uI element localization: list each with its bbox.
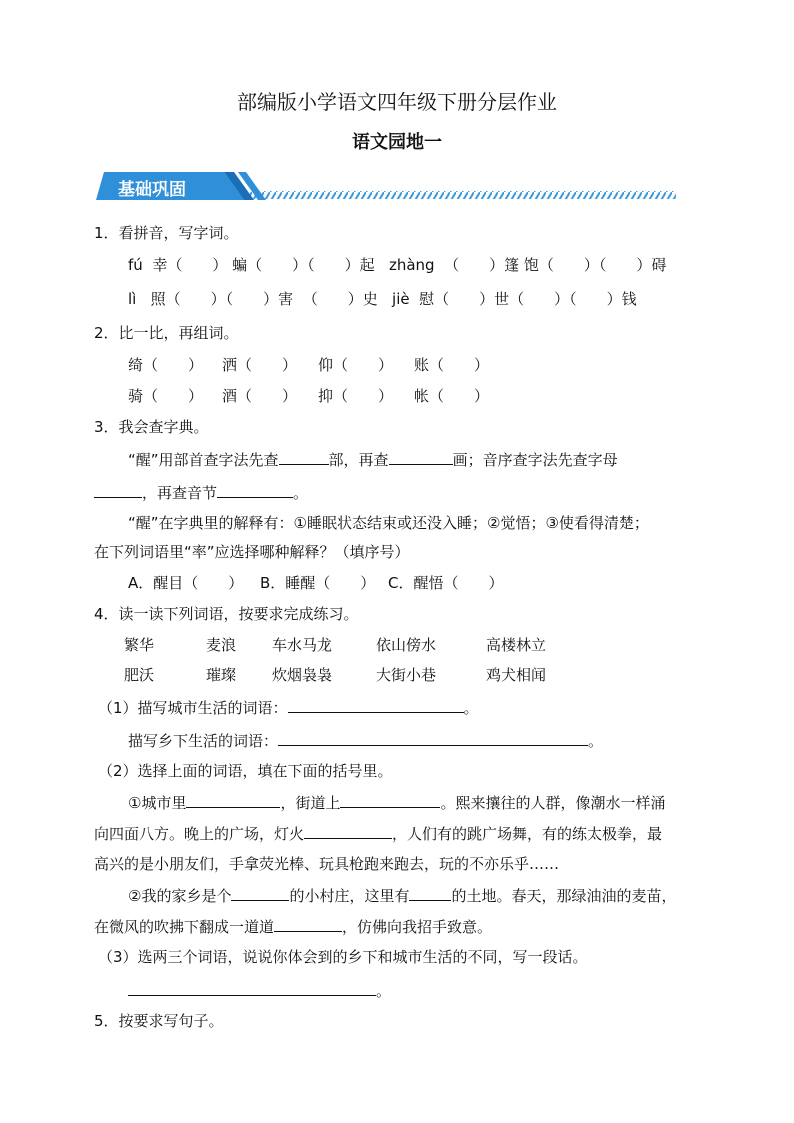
banner-hatch-stripe [246,191,676,199]
q4-word-10: 鸡犬相闻 [486,666,547,684]
q1-r2-text-2: （ ）史 [302,290,378,308]
q4-p1-label: （1）描写城市生活的词语： [98,699,288,717]
q4-p3-label: （3）选两三个词语，说说你体会到的乡下和城市生活的不同，写一段话。 [98,948,588,966]
q2-r1-1: 绮（ ） [128,356,204,374]
q4-blank-country-words[interactable] [278,729,588,746]
q1-r1-pinyin-3: zhàng [388,256,435,274]
q1-r2-pinyin-1: lì [128,290,137,308]
q4-p2-l2-b: ，人们有的跳广场舞，有的练太极拳，最 [392,825,663,843]
q4-word-9: 大街小巷 [376,666,437,684]
q3-line1-a: “醒”用部首查字法先查 [128,451,279,469]
q3-line1 [128,448,618,471]
q1-row2 [128,288,637,310]
q4-word-5: 高楼林立 [486,636,547,654]
q5-heading: 5．按要求写句子。 [94,1012,224,1030]
q4-word-3: 车水马龙 [272,636,333,654]
q4-word-1: 繁华 [124,636,155,654]
q2-r2-3: 抑（ ） [318,387,394,405]
q1-r2-pinyin-3: jiè [392,290,410,308]
q4-p3-answer [128,979,391,1002]
q3-option-a: A．醒目（ ） [128,574,244,592]
q4-p1b-end: 。 [588,732,604,750]
q4-p2-line4 [128,884,676,907]
q4-p2-line5 [94,915,492,938]
q4-p2-l4-b: 的小村庄，这里有 [289,887,410,905]
q3-option-b: B．睡醒（ ） [260,574,376,592]
q3-line3: “醒”在字典里的解释有：①睡眠状态结束或还没入睡；②觉悟；③使看得清楚； [128,514,649,532]
q4-blank-city-1[interactable] [186,791,280,808]
q1-r1-text-1: 幸（ ） [152,256,228,274]
q1-r1-text-3: （ ）篷 [444,256,520,274]
q2-r2-1: 骑（ ） [128,387,204,405]
q4-p2-l1-b: ，街道上 [280,794,341,812]
q1-row1 [128,254,666,276]
q4-heading: 4．读一读下列词语，按要求完成练习。 [94,605,359,623]
q4-word-6: 肥沃 [124,666,155,684]
q3-blank-syllable[interactable] [217,481,293,498]
q2-r2-2: 酒（ ） [222,387,298,405]
q1-r2-text-3: 慰（ ）世（ ）（ ）钱 [419,290,637,308]
q3-line4: 在下列词语里“率”应选择哪种解释？（填序号） [94,543,410,561]
q3-option-c: C．醒悟（ ） [388,574,504,592]
q4-word-2: 麦浪 [206,636,237,654]
q4-p2-l4-a: ②我的家乡是个 [128,887,232,905]
page-title: 部编版小学语文四年级下册分层作业 [237,90,557,114]
q4-p2-l5-b: ，仿佛向我招手致意。 [342,918,493,936]
q4-word-8: 炊烟袅袅 [272,666,333,684]
q3-line2 [94,481,308,504]
q4-blank-wheat[interactable] [274,915,342,932]
q4-p2-line1 [128,791,665,814]
q4-p1b [128,729,603,752]
q2-r2-4: 帐（ ） [414,387,490,405]
q4-blank-land[interactable] [409,884,451,901]
q4-p2-l1-c: 。熙来攘往的人群，像潮水一样涌 [440,794,666,812]
q1-r1-text-4: 饱（ ）（ ）碍 [523,256,667,274]
q4-p1-end: 。 [463,699,479,717]
q1-r2-text-1: 照（ ）（ ）害 [150,290,294,308]
q4-blank-street[interactable] [340,791,440,808]
section-banner [96,172,676,202]
q4-p2-l5-a: 在微风的吹拂下翻成一道道 [94,918,275,936]
q3-line2-b: ，再查音节 [142,484,218,502]
q4-word-7: 璀璨 [206,666,237,684]
q3-heading: 3．我会查字典。 [94,418,209,436]
q3-blank-letter[interactable] [94,481,142,498]
q3-line1-c: 画；音序查字法先查字母 [452,451,618,469]
q4-p2-line3: 高兴的是小朋友们，手拿荧光棒、玩具枪跑来跑去，玩的不亦乐乎…… [94,855,560,873]
q3-blank-radical[interactable] [279,448,329,465]
section-label: 基础巩固 [118,180,186,200]
q4-p2-label: （2）选择上面的词语，填在下面的括号里。 [98,762,393,780]
q4-p2-l1-a: ①城市里 [128,794,187,812]
q2-r1-2: 洒（ ） [222,356,298,374]
page-subtitle: 语文园地一 [352,132,442,153]
q4-blank-village[interactable] [231,884,289,901]
q4-word-4: 依山傍水 [376,636,437,654]
q3-line1-b: 部，再查 [328,451,389,469]
q4-p2-l2-a: 向四面八方。晚上的广场，灯火 [94,825,305,843]
q2-r1-4: 账（ ） [414,356,490,374]
q2-r1-3: 仰（ ） [318,356,394,374]
q4-p3-end: 。 [376,982,392,1000]
q2-heading: 2．比一比，再组词。 [94,324,239,342]
q4-p2-line2 [94,822,662,845]
q4-blank-lights[interactable] [304,822,392,839]
q1-r1-text-2: 蝙（ ）（ ）起 [232,256,375,274]
q3-blank-strokes[interactable] [389,448,453,465]
q1-heading: 1．看拼音，写字词。 [94,224,239,242]
q4-p2-l4-c: 的土地。春天，那绿油油的麦苗， [451,887,677,905]
q4-p1 [98,696,479,719]
q4-blank-city-words[interactable] [288,696,464,713]
q4-blank-paragraph[interactable] [128,979,376,996]
q1-r1-pinyin-1: fú [128,256,143,274]
q4-p1b-label: 描写乡下生活的词语： [128,732,279,750]
q3-line2-c: 。 [293,484,309,502]
